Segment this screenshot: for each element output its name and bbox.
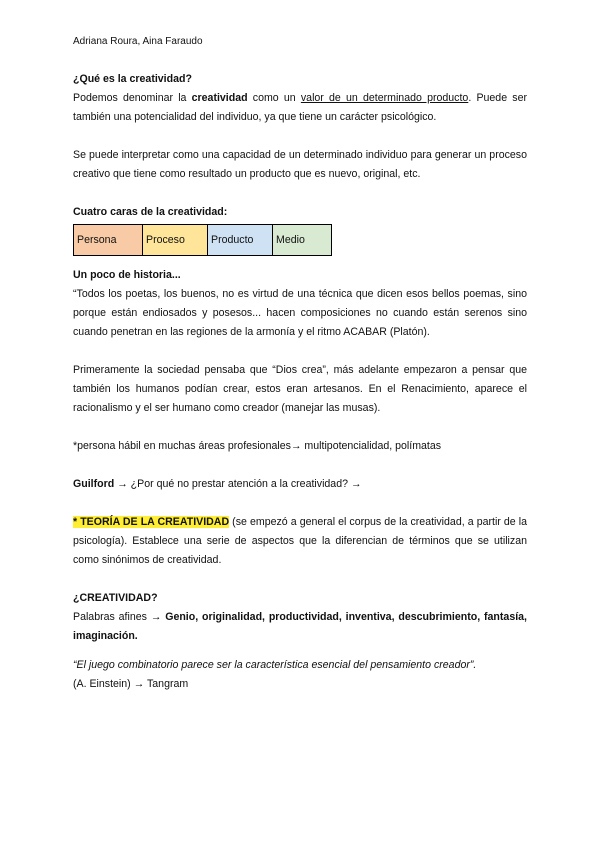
heading-cuatro-caras: Cuatro caras de la creatividad:	[73, 206, 228, 218]
cara-persona: Persona	[74, 225, 143, 256]
document-body	[73, 70, 527, 694]
quote-source: (A. Einstein) → Tangram	[73, 678, 189, 690]
text-run: . Puede ser también una potencialidad del individuo, ya que tiene un carácter psicológico.	[73, 92, 527, 123]
heading-historia: Un poco de historia...	[73, 269, 181, 281]
text-run: → ¿Por qué no prestar atención a la creatividad? →	[114, 478, 362, 490]
cara-producto: Producto	[208, 225, 273, 256]
paragraph-teoria	[73, 513, 527, 570]
caras-table	[73, 224, 332, 256]
header-authors: Adriana Roura, Aina Faraudo	[73, 36, 203, 47]
highlighted-term: * TEORÍA DE LA CREATIVIDAD	[73, 516, 230, 528]
text-run: como un	[247, 92, 301, 104]
underlined-term: valor de un determinado producto	[300, 92, 469, 104]
text-run: Podemos denominar la	[73, 92, 192, 104]
paragraph-palabras-afines	[73, 608, 527, 646]
paragraph-interpretacion: Se puede interpretar como una capacidad de un determinado individuo para generar un proceso creativo que tiene como resultado un producto que es nuevo, original, etc.	[73, 149, 527, 180]
paragraph-platon: “Todos los poetas, los buenos, no es virtud de una técnica que dicen esos bellos poemas, sino porque están endiosados y posesos... hacen composiciones no cuando están serenos sino cuando penetran en las regiones de la armonía y el ritmo ACABAR (Platón).	[73, 288, 527, 338]
cara-medio: Medio	[273, 225, 332, 256]
bold-term: creatividad	[191, 92, 248, 104]
paragraph-dios-crea: Primeramente la sociedad pensaba que “Dios crea”, más adelante empezaron a pensar que también los humanos podían crear, estos eran artesanos. En el Renacimiento, aparece el racionalismo y el ser humano como creador (manejar las musas).	[73, 364, 527, 414]
cara-proceso: Proceso	[143, 225, 208, 256]
quote-einstein: “El juego combinatorio parece ser la característica esencial del pensamiento creador”.	[73, 659, 477, 671]
bold-term: Guilford	[73, 478, 115, 490]
heading-creatividad: ¿CREATIVIDAD?	[73, 592, 158, 604]
text-run: (se empezó a general el corpus de la creatividad, a partir de la psicología). Establece una serie de aspectos que la diferencian de términos que se utilizan como sinónimos de creatividad.	[73, 516, 528, 566]
paragraph-polimatas: *persona hábil en muchas áreas profesionales→ multipotencialidad, polímatas	[73, 440, 442, 452]
bold-term: Genio, originalidad, productividad, inventiva, descubrimiento, fantasía, imaginación.	[73, 611, 527, 642]
paragraph-definicion	[73, 89, 527, 127]
heading-que-es: ¿Qué es la creatividad?	[73, 73, 192, 85]
paragraph-guilford	[73, 475, 527, 494]
text-run: Palabras afines →	[73, 611, 166, 623]
